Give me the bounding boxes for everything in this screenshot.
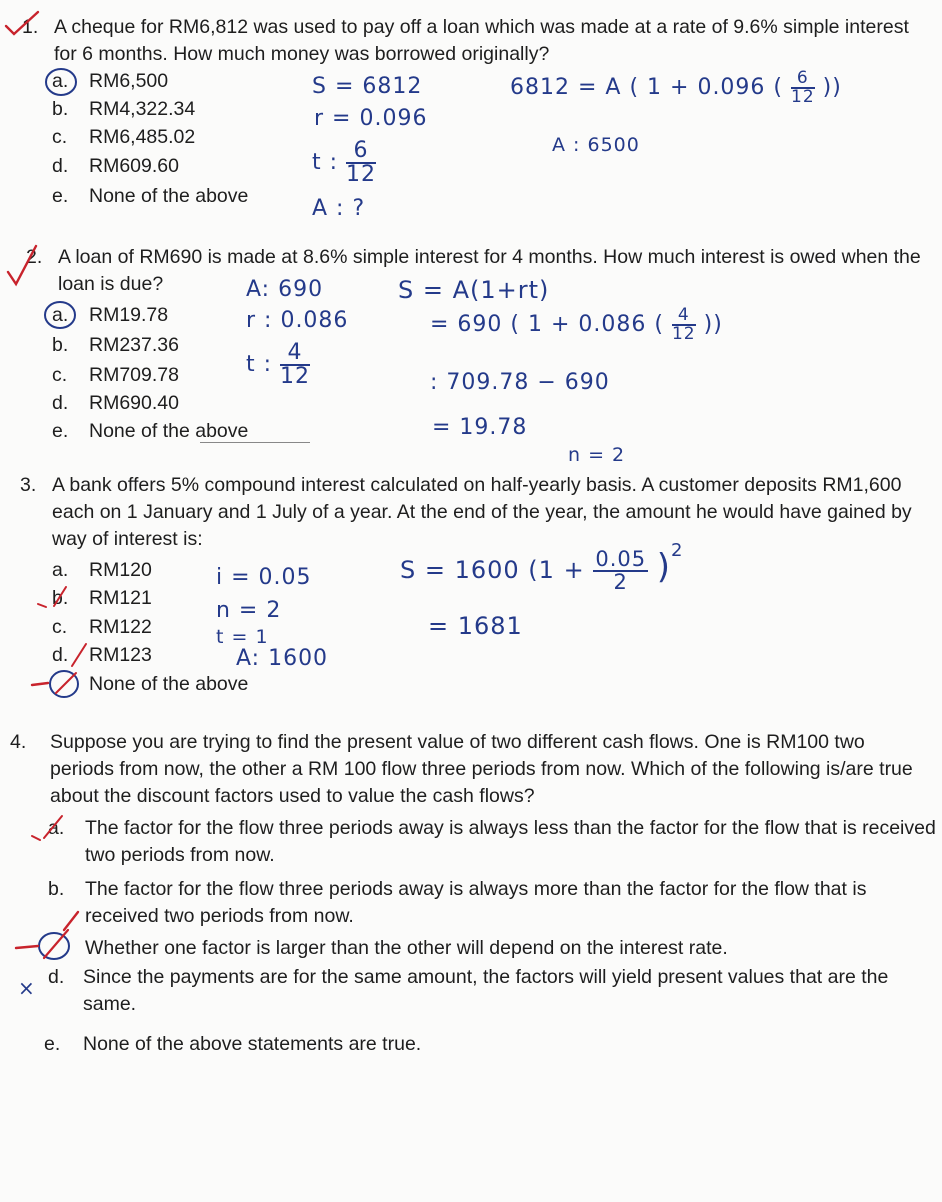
hw-q1-a: A : ?: [312, 196, 366, 221]
option-2c: [52, 362, 179, 389]
hw-q1-t-num: 6: [346, 140, 376, 164]
hw-q1-eq-left: 6812 = A ( 1 + 0.096 (: [510, 75, 784, 100]
hw-q1-eq-den: 12: [791, 87, 815, 107]
option-text: None of the above: [89, 673, 249, 695]
option-1e: [52, 183, 248, 210]
question-number: 2.: [26, 246, 43, 268]
hw-q1-t-label: t :: [312, 150, 339, 175]
option-text: The factor for the flow three periods away is always less than the factor for the flow that is received two periods from now.: [85, 817, 936, 866]
option-3c: [52, 614, 152, 641]
hw-q2-line2-right: )): [703, 312, 723, 337]
hw-q2-line2-num: 4: [672, 307, 696, 326]
q2-divider-line: [200, 442, 310, 443]
hw-q1-answer: A : 6500: [552, 134, 640, 156]
option-text: None of the above: [89, 420, 249, 442]
option-text: RM6,485.02: [89, 126, 196, 148]
hw-q3-t: t = 1: [216, 626, 269, 648]
option-letter: b.: [52, 587, 69, 609]
hw-q2-line4: = 19.78: [432, 415, 528, 440]
option-text: The factor for the flow three periods away is always more than the factor for the flow that is received two periods from now.: [85, 878, 867, 927]
option-4d: [48, 964, 938, 1018]
q2-answer-circle: [40, 299, 80, 331]
question-text: A loan of RM690 is made at 8.6% simple interest for 4 months. How much interest is owed when the loan is due?: [58, 246, 921, 295]
option-2b: [52, 332, 179, 359]
option-letter: c.: [52, 364, 68, 386]
hw-q3-i: i = 0.05: [216, 565, 312, 590]
hw-q2-a: A: 690: [246, 277, 324, 302]
option-letter: d.: [48, 966, 65, 988]
hw-q2-r: r : 0.086: [246, 308, 349, 333]
question-number: 4.: [10, 731, 27, 753]
option-1c: [52, 124, 195, 151]
hw-q3-formula-right: ): [656, 547, 671, 587]
option-text: RM4,322.34: [89, 98, 196, 120]
hw-q3-formula-left: S = 1600 (1 +: [400, 556, 585, 584]
q4-answer-circle: [14, 926, 84, 962]
option-text: Whether one factor is larger than the other will depend on the interest rate.: [85, 937, 728, 959]
hw-q3-formula: [400, 540, 683, 593]
option-text: RM123: [89, 644, 152, 666]
q3-answer-circle: [30, 667, 84, 701]
option-letter: b.: [52, 334, 69, 356]
hw-q2-t-fraction: [280, 342, 310, 388]
option-3a: [52, 557, 152, 584]
hw-q2-t-num: 4: [280, 342, 310, 366]
option-text: None of the above statements are true.: [83, 1033, 422, 1055]
option-letter: d.: [52, 155, 69, 177]
hw-q2-formula: S = A(1+rt): [398, 276, 550, 304]
question-text: A cheque for RM6,812 was used to pay off a loan which was made at a rate of 9.6% simple interest for 6 months. How much money was borrowed originally?: [54, 16, 909, 65]
option-2e: [52, 418, 248, 445]
q1-answer-circle: [42, 66, 82, 98]
option-text: RM19.78: [89, 304, 169, 326]
option-letter: a.: [52, 304, 69, 326]
hw-q2-line2: [430, 307, 723, 343]
hw-q2-t-den: 12: [280, 364, 311, 389]
option-2d: [52, 390, 179, 417]
question-number: 3.: [20, 474, 37, 496]
hw-q4-x-mark: ×: [18, 976, 36, 1000]
option-letter: a.: [52, 70, 69, 92]
hw-q3-n: n = 2: [216, 598, 282, 623]
option-4b: [48, 876, 942, 930]
question-text: A bank offers 5% compound interest calculated on half-yearly basis. A customer deposits RM1,600 each on 1 January and 1 July of a year. At the end of the year, the amount he would have gained by way of interest is:: [52, 474, 912, 550]
option-4e: [44, 1031, 934, 1058]
option-letter: d.: [52, 644, 69, 666]
option-1d: [52, 153, 179, 180]
option-4c: [48, 935, 942, 962]
option-text: Since the payments are for the same amount, the factors will yield present values that are the same.: [83, 966, 889, 1015]
question-number: 1.: [22, 16, 39, 38]
option-text: RM690.40: [89, 392, 179, 414]
hw-q3-n-top: n = 2: [568, 444, 626, 466]
option-3d: [52, 642, 152, 669]
option-letter: d.: [52, 392, 69, 414]
hw-q2-t-label: t :: [246, 352, 273, 377]
option-text: RM709.78: [89, 364, 179, 386]
hw-q3-formula-exp: 2: [671, 540, 684, 561]
option-letter: a.: [48, 817, 65, 839]
hw-q1-eq-right: )): [822, 75, 842, 100]
q3-d-tick-mark: [68, 640, 92, 670]
option-letter: c.: [52, 126, 68, 148]
hw-q1-eq-fraction: [791, 70, 815, 106]
option-letter: c.: [52, 616, 68, 638]
hw-q1-t-fraction: [346, 140, 376, 186]
q1-tick-mark: [2, 8, 42, 38]
option-text: RM609.60: [89, 155, 179, 177]
q2-tick-mark: [4, 242, 43, 290]
option-letter: a.: [52, 559, 69, 581]
hw-q2-t: [246, 342, 310, 388]
hw-q2-line2-den: 12: [671, 324, 696, 344]
hw-q1-t: [312, 140, 376, 186]
hw-q1-equation: [510, 70, 842, 106]
option-text: RM121: [89, 587, 152, 609]
question-1: [22, 14, 922, 74]
option-1b: [52, 96, 195, 123]
hw-q1-eq-num: 6: [791, 70, 815, 89]
option-text: RM120: [89, 559, 152, 581]
option-text: RM6,500: [89, 70, 169, 92]
option-text: RM122: [89, 616, 152, 638]
hw-q1-t-den: 12: [346, 162, 377, 187]
hw-q3-formula-fraction: [593, 549, 648, 593]
hw-q3-formula-num: 0.05: [595, 547, 647, 571]
question-4: [10, 729, 930, 813]
option-letter: b.: [48, 878, 65, 900]
hw-q3-result: = 1681: [428, 612, 523, 640]
hw-q3-a: A: 1600: [236, 646, 329, 671]
option-letter: e.: [52, 420, 69, 442]
hw-q2-line2-fraction: [672, 307, 696, 343]
option-letter: b.: [52, 98, 69, 120]
option-letter: e.: [52, 185, 69, 207]
option-letter: e.: [44, 1033, 61, 1055]
option-text: RM237.36: [89, 334, 179, 356]
q3-b-tick-mark: [36, 584, 80, 610]
hw-q1-s: S = 6812: [312, 74, 423, 99]
option-4a: [48, 815, 942, 869]
q4-a-tick-mark: [28, 810, 68, 844]
hw-q2-line2-left: = 690 ( 1 + 0.086 (: [430, 312, 664, 337]
option-text: None of the above: [89, 185, 249, 207]
question-text: Suppose you are trying to find the present value of two different cash flows. One is RM100 two periods from now, the other a RM 100 flow three periods from now. Which of the following is/are true about the discount factors used to value the cash flows?: [50, 731, 913, 807]
hw-q1-r: r = 0.096: [314, 106, 428, 131]
hw-q2-line3: : 709.78 − 690: [430, 370, 610, 395]
hw-q3-formula-den: 2: [613, 570, 628, 594]
